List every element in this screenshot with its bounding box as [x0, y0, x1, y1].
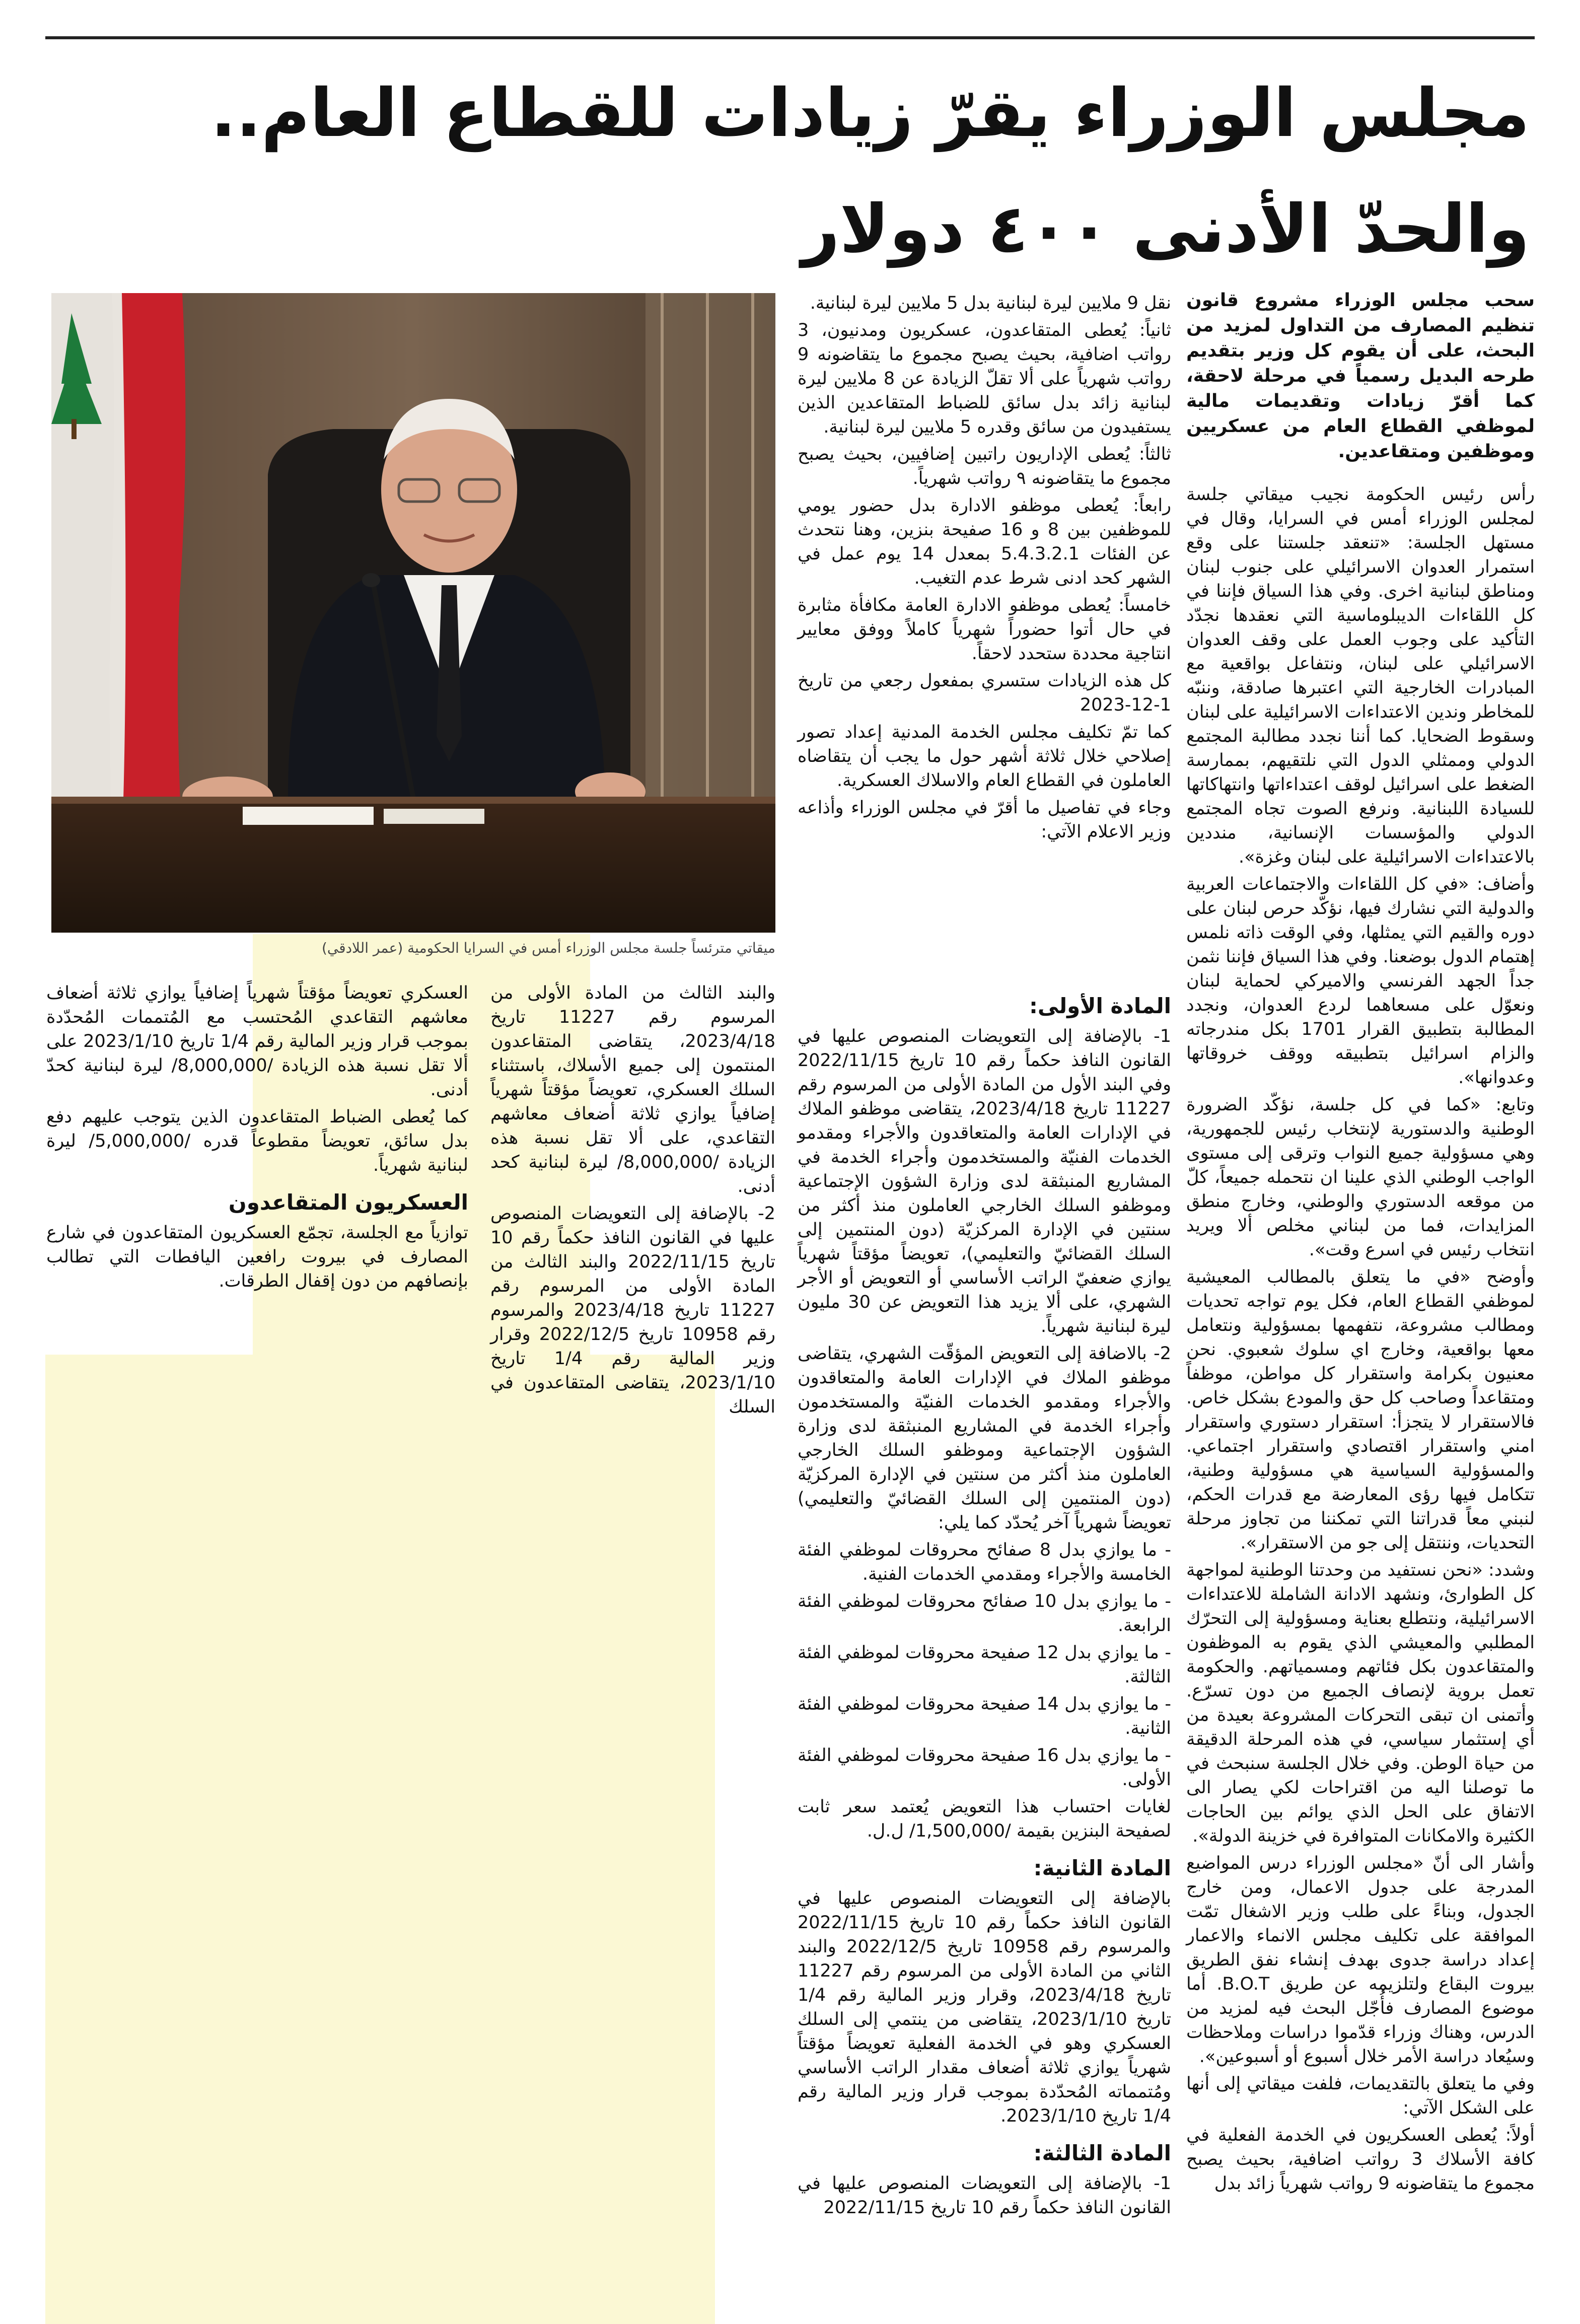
- list-item: - ما يوازي بدل 8 صفائح محروقات لموظفي الفئة الخامسة والأجراء ومقدمي الخدمات الفنية.: [798, 1540, 1171, 1584]
- paragraph: نقل 9 ملايين ليرة لبنانية بدل 5 ملايين ليرة لبنانية.: [810, 293, 1171, 313]
- article-photo: [51, 293, 775, 933]
- paragraph: وأوضح «في ما يتعلق بالمطالب المعيشية لموظفي القطاع العام، فكل يوم تواجه تحديات ومطالب مشروعة، نتفهمها بمسؤولية ونتعامل معها بواقعية، وخارج اي سلوك شعبوي. نحن معنيون بكرامة واستقرار كل مواطن، موظفاً ومتقاعداً وصاحب كل حق والمودع بشكل خاص. فالاستقرار لا يتجزأ: استقرار دستوري واستقرار امني واستقرار اقتصادي واستقرار اجتماعي. والمسؤولية السياسية هي مسؤولية وطنية، تتكامل فيها رؤى المعارضة مع قدرات الحكم، لنبني معاً قدراتنا التي تمكننا من تجاوز مرحلة التحديات، وننتقل إلى جو من الاستقرار».: [1186, 1267, 1535, 1553]
- headline-line-2: والحدّ الأدنى ٤٠٠ دولار: [801, 190, 1530, 268]
- paragraph: وفي ما يتعلق بالتقديمات، فلفت ميقاتي إلى أنها على الشكل الآتي:: [1186, 2074, 1535, 2118]
- paragraph: 1- بالإضافة إلى التعويضات المنصوص عليها في القانون النافذ حكماً رقم 10 تاريخ 2022/11/15 وفي البند الأول من المادة الأولى من المرسوم رقم 11227 تاريخ 2023/4/18، يتقاضى موظفو الملاك في الإدارات العامة والمتعاقدون والأجراء ومقدمو الخدمات الفنيّة والمستخدمون وأجراء الخدمة في المشاريع المنبثقة لدى وزارة الشؤون الإجتماعية وموظفو السلك الخارجي العاملون منذ أكثر من سنتين في الإدارة المركزيّة (دون المنتمين إلى السلك القضائيّ والتعليمي)، تعويضاً مؤقتاً شهرياً يوازي ضعفيّ الراتب الأساسي أو التعويض أو الأجر الشهري، على ألا يزيد هذا التعويض عن 30 مليون ليرة لبنانية شهرياً.: [798, 1026, 1171, 1336]
- article-one-heading: المادة الأولى:: [1029, 994, 1171, 1018]
- paragraph: ثانياً: يُعطى المتقاعدون، عسكريون ومدنيون، 3 رواتب اضافية، بحيث يصبح مجموع ما يتقاضونه 9 رواتب شهرياً على ألا تقلّ الزيادة عن 8 ملايين ليرة لبنانية زائد بدل سائق للضباط المتقاعدين الذين يستفيدون من سائق وقدره 5 ملايين ليرة لبنانية.: [798, 320, 1171, 437]
- paragraph: وشدد: «نحن نستفيد من وحدتنا الوطنية لمواجهة كل الطوارئ، ونشهد الادانة الشاملة للاعتداءات الاسرائيلية، ونتطلع بعناية ومسؤولية إلى التحرّك المطلبي والمعيشي الذي يقوم به الموظفون والمتقاعدون بكل فئاتهم ومسمياتهم. والحكومة تعمل بروية لإنصاف الجميع من دون تسرّع. وأتمنى ان تبقى التحركات المشروعة بعيدة من أي إستثمار سياسي، في هذه المرحلة الدقيقة من حياة الوطن. وفي خلال الجلسة سنبحث في ما توصلنا اليه من اقتراحات لكي يصار الى الاتفاق على الحل الذي يوائم بين الحاجات الكثيرة والامكانات المتوافرة في خزينة الدولة».: [1186, 1560, 1535, 1846]
- paragraph: كل هذه الزيادات ستسري بمفعول رجعي من تاريخ 1-12-2023: [798, 671, 1171, 715]
- article-two-heading: المادة الثانية:: [1033, 1856, 1171, 1880]
- paragraph: وتابع: «كما في كل جلسة، نؤكّد الضرورة الوطنية والدستورية لإنتخاب رئيس للجمهورية، وهي مسؤولية جميع النواب وترقى إلى مستوى الواجب الوطني الذي علينا ان نتحمله جميعاً، كلّ من موقعه الدستوري والوطني، وخارج منطق المزايدات، فما من لبناني مخلص ألا ويريد انتخاب رئيس في اسرع وقت».: [1186, 1095, 1535, 1260]
- column-4: [46, 981, 468, 1296]
- headline: [45, 55, 1530, 287]
- paragraph: وأضاف: «في كل اللقاءات والاجتماعات العربية والدولية التي نشارك فيها، نؤكّد حرص لبنان على دوره والقيم التي يمثلها، وفي الوقت ذاته نلمس إهتمام الدول بوضعنا. وفي هذا السياق فإننا نثمن جداً الجهد الفرنسي والاميركي لحماية لبنان ونعوّل على مسعاهما لردع العدوان، ونجدد المطالبة بتطبيق القرار 1701 بكل مندرجاته والزام اسرائيل بتطبيقه ووقف خروقاتها وعدوانها».: [1186, 874, 1535, 1088]
- article-three-heading: المادة الثالثة:: [1033, 2141, 1171, 2165]
- list-item: - ما يوازي بدل 12 صفيحة محروقات لموظفي الفئة الثالثة.: [798, 1643, 1171, 1687]
- paragraph: بالإضافة إلى التعويضات المنصوص عليها في القانون النافذ حكماً رقم 10 تاريخ 2022/11/15 والمرسوم رقم 10958 تاريخ 2022/12/5 والبند الثاني من المادة الأولى من المرسوم رقم 11227 تاريخ 2023/4/18، وقرار وزير المالية رقم 1/4 تاريخ 2023/1/10، يتقاضى من ينتمي إلى السلك العسكري وهو في الخدمة الفعلية تعويضاً مؤقتاً شهرياً يوازي ثلاثة أضعاف مقدار الراتب الأساسي ومُتمماته المُحدّدة بموجب قرار وزير المالية رقم 1/4 تاريخ 2023/1/10.: [798, 1888, 1171, 2126]
- paragraph: كما يُعطى الضباط المتقاعدون الذين يتوجب عليهم دفع بدل سائق، تعويضاً مقطوعاً قدره /5,000,000/ ليرة لبنانية شهرياً.: [46, 1107, 469, 1175]
- paragraph: وأشار الى أنّ «مجلس الوزراء درس المواضيع المدرجة على جدول الاعمال، ومن خارج الجدول، وبناءً على طلب وزير الاشغال تمّت الموافقة على تكليف مجلس الانماء والاعمار إعداد دراسة جدوى بهدف إنشاء نفق الطريق بيروت البقاع ولتلزيمه عن طريق B.O.T. أما موضوع المصارف فأُجّل البحث فيه لمزيد من الدرس، وهناك وزراء قدّموا دراسات وملاحظات وسيُعاد دراسة الأمر خلال أسبوع أو أسبوعين».: [1186, 1853, 1535, 2067]
- paragraph: رأس رئيس الحكومة نجيب ميقاتي جلسة لمجلس الوزراء أمس في السرايا، وقال في مستهل الجلسة: «تنعقد جلستنا على وقع استمرار العدوان الاسرائيلي على جنوب لبنان ومناطق لبنانية اخرى. وفي هذا السياق فإننا في كل اللقاءات الديبلوماسية التي نعقدها نجدّد التأكيد على وجوب العمل على وقف العدوان الاسرائيلي على لبنان، ونتفاعل بواقعية مع المبادرات الخارجية التي اعتبرها صادقة، وننبّه للمخاطر وندين الاعتداءات الاسرائيلية على لبنان وسقوط الضحايا. كما أننا نجدد مطالبة المجتمع الدولي وممثلي الدول التي نلتقيهم، بممارسة الضغط على اسرائيل لوقف اعتداءاتها وانتهاكاتها للسيادة اللبنانية. ونرفع الصوت تجاه المجتمع الدولي والمؤسسات الإنسانية، منددين بالاعتداءات الاسرائيلية على لبنان وغزة».: [1186, 484, 1535, 867]
- paragraph: وجاء في تفاصيل ما أقرّ في مجلس الوزراء وأذاعه وزير الاعلام الآتي:: [798, 798, 1171, 842]
- paragraph: توازياً مع الجلسة، تجمّع العسكريون المتقاعدون في شارع المصارف في بيروت رافعين اليافطات التي تطالب بإنصافهم من دون إقفال الطرقات.: [46, 1223, 468, 1291]
- lead-paragraph: سحب مجلس الوزراء مشروع قانون تنظيم المصارف من التداول لمزيد من البحث، على أن يقوم كل وزير بتقديم طرحه البديل رسمياً في مرحلة لاحقة، كما أقرّ زيادات وتقديمات مالية لموظفي القطاع العام من عسكريين وموظفين ومتقاعدين.: [1186, 290, 1535, 462]
- yellow-tint-block: [45, 1355, 715, 2324]
- section-heading: العسكريون المتقاعدون: [228, 1190, 468, 1215]
- paragraph: 2- بالاضافة إلى التعويض المؤقّت الشهري، يتقاضى موظفو الملاك في الإدارات العامة والمتعاقدون والأجراء ومقدمو الخدمات الفنيّة والمستخدمون وأجراء الخدمة في المشاريع المنبثقة لدى وزارة الشؤون الإجتماعية وموظفو السلك الخارجي العاملون منذ أكثر من سنتين في الإدارة المركزيّة (دون المنتمين إلى السلك القضائيّ والتعليمي) تعويضاً شهرياً آخر يُحدّد كما يلي:: [798, 1344, 1171, 1533]
- column-2-upper: [798, 291, 1171, 847]
- paragraph: لغايات احتساب هذا التعويض يُعتمد سعر ثابت لصفيحة البنزين بقيمة /1,500,000/ ل.ل.: [798, 1797, 1171, 1841]
- column-2-lower: [798, 981, 1171, 2223]
- list-item: - ما يوازي بدل 14 صفيحة محروقات لموظفي الفئة الثانية.: [798, 1694, 1171, 1738]
- column-3: [490, 981, 775, 1422]
- column-1: [1186, 288, 1535, 2199]
- paragraph: العسكري تعويضاً مؤقتاً شهرياً إضافياً يوازي ثلاثة أضعاف معاشهم التقاعدي المُحتسب مع المُتممات المُحدّدة بموجب قرار وزير المالية رقم 1/4 تاريخ 2023/1/10 على ألا تقل نسبة هذه الزيادة /8,000,000/ ليرة لبنانية كحدّ أدنى.: [46, 983, 468, 1100]
- paragraph: ثالثاً: يُعطى الإداريون راتبين إضافيين، بحيث يصبح مجموع ما يتقاضونه ٩ رواتب شهرياً.: [798, 444, 1171, 488]
- paragraph: كما تمّ تكليف مجلس الخدمة المدنية إعداد تصور إصلاحي خلال ثلاثة أشهر حول ما يجب أن يتقاضاه العاملون في القطاع العام والاسلاك العسكرية.: [798, 722, 1171, 791]
- paragraph: رابعاً: يُعطى موظفو الادارة بدل حضور يومي للموظفين بين 8 و 16 صفيحة بنزين، وهنا نتحدث عن الفئات 5.4.3.2.1 بمعدل 14 يوم عمل في الشهر كحد ادنى شرط عدم التغيب.: [798, 496, 1172, 588]
- headline-line-1: مجلس الوزراء يقرّ زيادات للقطاع العام..: [210, 75, 1530, 152]
- top-rule: [45, 36, 1535, 39]
- list-item: - ما يوازي بدل 10 صفائح محروقات لموظفي الفئة الرابعة.: [798, 1591, 1171, 1636]
- list-item: - ما يوازي بدل 16 صفيحة محروقات لموظفي الفئة الأولى.: [798, 1745, 1171, 1790]
- photo-caption: ميقاتي مترئساً جلسة مجلس الوزراء أمس في السرايا الحكومية (عمر اللادقي): [321, 940, 775, 956]
- paragraph: أولاً: يُعطى العسكريون في الخدمة الفعلية في كافة الأسلاك 3 رواتب اضافية، بحيث يصبح مجموع ما يتقاضونه 9 رواتب شهرياً زائد بدل: [1186, 2125, 1535, 2194]
- paragraph: 1- بالإضافة إلى التعويضات المنصوص عليها في القانون النافذ حكماً رقم 10 تاريخ 2022/11/15: [798, 2173, 1171, 2218]
- lebanese-flag-icon: [51, 293, 185, 847]
- paragraph: خامساً: يُعطى موظفو الادارة العامة مكافأة مثابرة في حال أتوا حضوراً شهرياً كاملاً ووفق معايير انتاجية محددة ستحدد لاحقاً.: [798, 595, 1171, 664]
- meeting-photo-illustration: [51, 293, 775, 933]
- paragraph: 2- بالإضافة إلى التعويضات المنصوص عليها في القانون النافذ حكماً رقم 10 تاريخ 2022/11/15 والبند الثالث من المادة الأولى من المرسوم رقم 11227 تاريخ 2023/4/18 والمرسوم رقم 10958 تاريخ 2022/12/5 وقرار وزير المالية رقم 1/4 تاريخ 2023/1/10، يتقاضى المتقاعدون في السلك: [490, 1204, 775, 1417]
- paragraph: والبند الثالث من المادة الأولى من المرسوم رقم 11227 تاريخ 2023/4/18، يتقاضى المتقاعدون المنتمون إلى جميع الأسلاك، باستثناء السلك العسكري، تعويضاً مؤقتاً شهرياً إضافياً يوازي ثلاثة أضعاف معاشهم التقاعدي، على ألا تقل نسبة هذه الزيادة /8,000,000/ ليرة لبنانية كحد أدنى.: [490, 983, 775, 1196]
